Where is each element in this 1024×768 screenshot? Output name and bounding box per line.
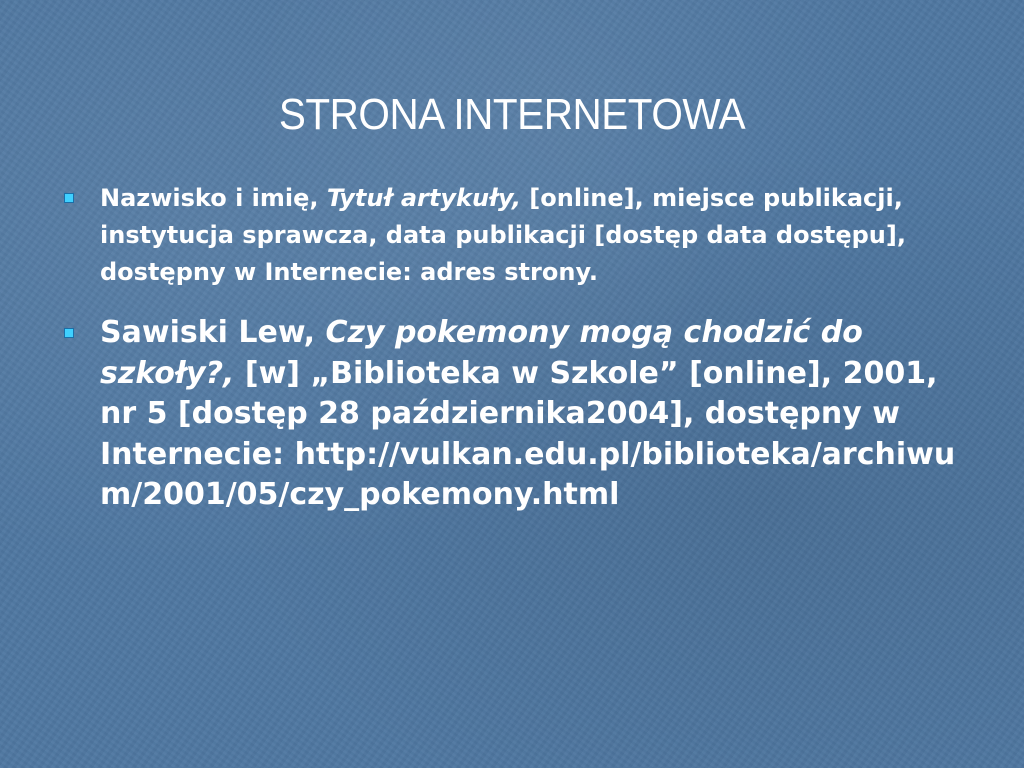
bullet-list bbox=[60, 180, 970, 516]
template-author-text: Nazwisko i imię, bbox=[100, 184, 327, 212]
bullet-item-template bbox=[60, 180, 970, 291]
example-author-text: Sawiski Lew, bbox=[100, 315, 326, 350]
square-bullet-icon bbox=[64, 193, 74, 203]
square-bullet-icon bbox=[64, 328, 74, 338]
template-rest-text: [online], miejsce publikacji, instytucja sprawcza, data publikacji [dostęp data dostępu], dostępny w Internecie: adres strony. bbox=[100, 184, 906, 286]
bullet-item-example bbox=[60, 313, 970, 516]
example-rest-text: [w] „Biblioteka w Szkole” [online], 2001, nr 5 [dostęp 28 października2004], dostępny w Internecie: bbox=[100, 355, 938, 472]
example-url-text: http://vulkan.edu.pl/biblioteka/archiwum/2001/05/czy_pokemony.html bbox=[100, 436, 956, 512]
slide-title: STRONA INTERNETOWA bbox=[278, 90, 746, 139]
example-title-text: Czy pokemony mogą chodzić do szkoły?, bbox=[100, 315, 863, 391]
template-title-text: Tytuł artykuły, bbox=[326, 184, 521, 212]
